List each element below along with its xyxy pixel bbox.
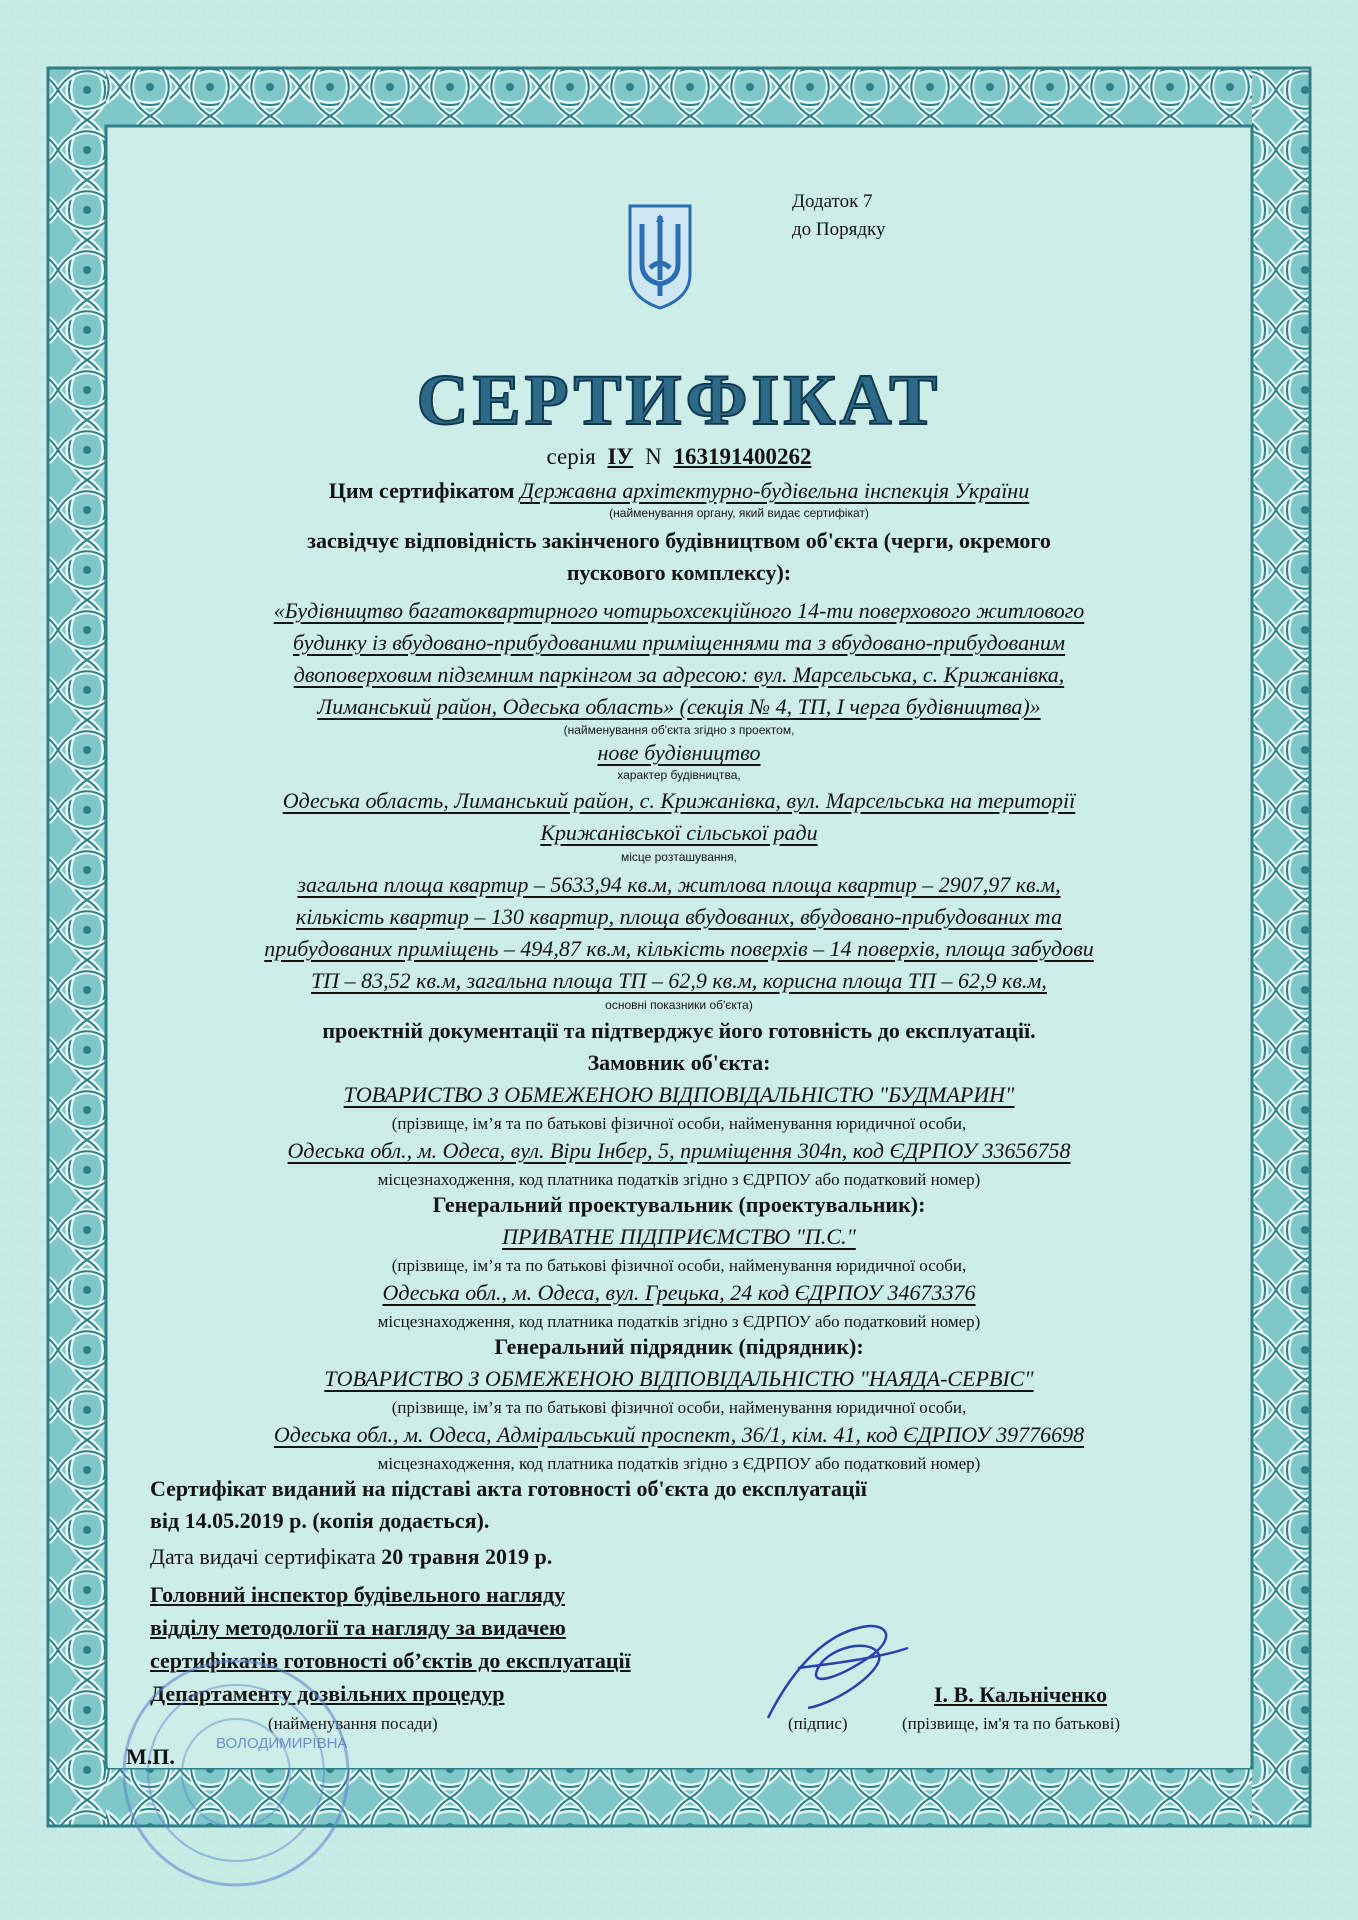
indicators-caption: основні показники об'єкта)	[605, 998, 753, 1012]
issue-date-line	[150, 1544, 552, 1570]
issuer-name: Державна архітектурно-будівельна інспекція України	[519, 478, 1030, 503]
customer-name-caption: (прізвище, ім’я та по батькові фізичної особи, найменування юридичної особи,	[391, 1114, 967, 1133]
position-line-1: Головний інспектор будівельного нагляду	[150, 1582, 566, 1607]
location-line-2: Крижанівської сільської ради	[540, 820, 818, 845]
object-caption: (найменування об'єкта згідно з проектом,	[563, 723, 795, 737]
location-line-1: Одеська область, Лиманський район, с. Крижанівка, вул. Марсельська на території	[282, 788, 1076, 813]
designer-name: ПРИВАТНЕ ПІДПРИЄМСТВО "П.С."	[502, 1224, 856, 1249]
stamp-placeholder-mp: М.П.	[126, 1744, 175, 1769]
customer-address: Одеська обл., м. Одеса, вул. Віри Інбер, 5, приміщення 304п, код ЄДРПОУ 33656758	[287, 1138, 1071, 1163]
indicator-line-2: кількість квартир – 130 квартир, площа вбудованих, вбудовано-прибудованих та	[296, 904, 1062, 929]
signature-caption: (підпис)	[788, 1714, 848, 1733]
object-line-3: двоповерховим підземним паркінгом за адресою: вул. Марсельська, с. Крижанівка,	[293, 662, 1065, 687]
customer-heading: Замовник об'єкта:	[587, 1050, 771, 1075]
contractor-name: ТОВАРИСТВО З ОБМЕЖЕНОЮ ВІДПОВІДАЛЬНІСТЮ "НАЯДА-СЕРВІС"	[324, 1366, 1034, 1391]
series-label: серія	[546, 444, 596, 469]
certificate-title	[288, 348, 1070, 448]
certificate-number: 163191400262	[673, 444, 812, 469]
intro-prefix: Цим сертифікатом	[328, 478, 515, 503]
basis-line-2: від 14.05.2019 р. (копія додається).	[150, 1508, 490, 1533]
customer-address-caption: місцезнаходження, код платника податків згідно з ЄДРПОУ або податковий номер)	[377, 1170, 981, 1189]
designer-name-caption: (прізвище, ім’я та по батькові фізичної особи, найменування юридичної особи,	[391, 1256, 967, 1275]
signatory-name: І. В. Кальніченко	[934, 1682, 1108, 1707]
object-line-4: Лиманський район, Одеська область» (секція № 4, ТП, І черга будівництва)»	[317, 694, 1041, 719]
position-line-2: відділу методології та нагляду за видачею	[150, 1615, 566, 1640]
certifies-line-2: пускового комплексу):	[566, 560, 792, 585]
construction-type: нове будівництво	[597, 740, 761, 765]
object-line-2: будинку із вбудовано-прибудованими приміщеннями та з вбудовано-прибудованим	[292, 630, 1066, 655]
customer-name: ТОВАРИСТВО З ОБМЕЖЕНОЮ ВІДПОВІДАЛЬНІСТЮ "БУДМАРИН"	[343, 1082, 1015, 1107]
series-value: ІУ	[607, 444, 634, 469]
indicator-line-4: ТП – 83,52 кв.м, загальна площа ТП – 62,9 кв.м, корисна площа ТП – 62,9 кв.м,	[311, 968, 1047, 993]
indicator-line-1: загальна площа квартир – 5633,94 кв.м, житлова площа квартир – 2907,97 кв.м,	[297, 872, 1061, 897]
certificate-body	[108, 128, 1250, 1768]
designer-address-caption: місцезнаходження, код платника податків згідно з ЄДРПОУ або податковий номер)	[377, 1312, 981, 1331]
signatory-caption: (прізвище, ім'я та по батькові)	[902, 1714, 1121, 1733]
series-line	[108, 444, 1250, 470]
designer-address: Одеська обл., м. Одеса, вул. Грецька, 24 код ЄДРПОУ 34673376	[382, 1280, 976, 1305]
position-line-3: сертифікатів готовності об’єктів до експлуатації	[150, 1648, 631, 1673]
certifies-line-1: засвідчує відповідність закінченого будівництвом об'єкта (черги, окремого	[307, 528, 1051, 553]
issuer-line	[108, 478, 1250, 504]
title-text: СЕРТИФІКАТ	[416, 360, 942, 440]
position-caption: (найменування посади)	[268, 1714, 438, 1733]
basis-line-1: Сертифікат виданий на підставі акта готовності об'єкта до експлуатації	[150, 1476, 867, 1501]
appendix-line-1: Додаток 7	[792, 191, 873, 212]
construction-caption: характер будівництва,	[617, 768, 741, 782]
contractor-address: Одеська обл., м. Одеса, Адміральський проспект, 36/1, кім. 41, код ЄДРПОУ 39776698	[273, 1422, 1085, 1447]
issuer-caption: (найменування органу, який видає сертифікат)	[609, 506, 869, 520]
official-stamp	[106, 1648, 366, 1898]
appendix-line-2: до Порядку	[792, 219, 886, 240]
contractor-name-caption: (прізвище, ім’я та по батькові фізичної особи, найменування юридичної особи,	[391, 1398, 967, 1417]
conformity-statement: проектній документації та підтверджує його готовність до експлуатації.	[322, 1018, 1036, 1043]
issue-date-label: Дата видачі сертифіката	[150, 1544, 376, 1569]
object-line-1: «Будівництво багатоквартирного чотирьохсекційного 14-ти поверхового житлового	[273, 598, 1085, 623]
location-caption: місце розташування,	[620, 850, 738, 864]
contractor-heading: Генеральний підрядник (підрядник):	[494, 1334, 864, 1359]
appendix-note	[792, 188, 886, 244]
number-label: N	[645, 444, 662, 469]
issue-date-value: 20 травня 2019 р.	[381, 1544, 553, 1569]
stamp-text: ВОЛОДИМИРІВНА	[216, 1735, 348, 1752]
indicator-line-3: прибудованих приміщень – 494,87 кв.м, кількість поверхів – 14 поверхів, площа забудови	[264, 936, 1094, 961]
designer-heading: Генеральний проектувальник (проектувальник):	[432, 1192, 926, 1217]
position-line-4: Департаменту дозвільних процедур	[150, 1681, 505, 1706]
trident-emblem	[626, 202, 694, 312]
contractor-address-caption: місцезнаходження, код платника податків згідно з ЄДРПОУ або податковий номер)	[377, 1454, 981, 1473]
